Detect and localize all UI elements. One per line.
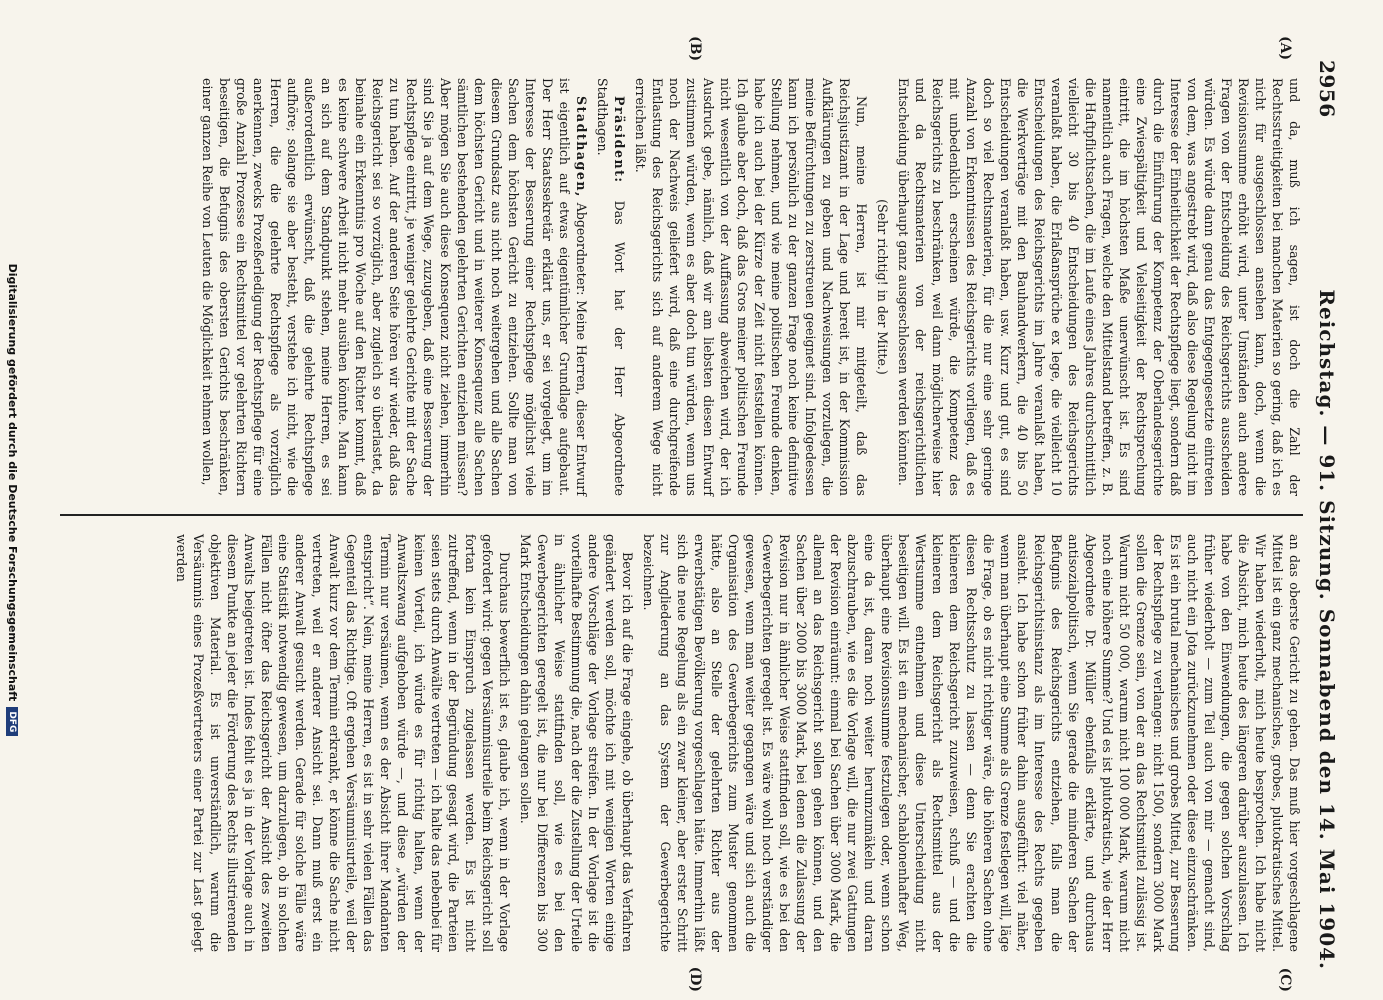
- margin-mark-b: (B): [687, 36, 703, 62]
- paragraph: an das oberste Gericht zu gehen. Das muß hier vorgeschlagene Mittel ist ein ganz mechanisches, grobes, plutokratisches Mittel. Wir haben wiederholt, mich heute besprochen. Ich habe nicht die Absicht, mich heute des längeren darüber auszulassen. Ich habe von den Einwendungen, die gegen solchen Vorschlag früher wiederholt — zum Teil auch von mir — gemacht sind, auch nicht ein Jota zurückzunehmen oder diese einzuschränken. Es ist ein brutal mechanisches und grobes Mittel, zur Besserung der Rechtspflege zu verlangen: nicht 1500, sondern 3000 Mark sollen die Grenze sein, von der an das Rechtsmittel zulässig ist. Warum nicht 50 000, warum nicht 100 000 Mark, warum nicht noch eine höhere Summe? Und es ist plutokratisch, wie der Herr Abgeordnete Dr. Müller ebenfalls erklärte, und durchaus antisozialpolitisch, wenn Sie gerade die minderen Sachen der Befugnis des Reichsgerichts entziehen, falls man die Reichsgerichtsinstanz als im Interesse des Rechts gegeben ansieht. Ich habe schon früher dahin ausgeführt: viel näher, wenn man überhaupt eine Summe als Grenze festlegen will, läge die Frage, ob es nicht richtiger wäre, die höheren Sachen ohne diesen Rechtsschutz zu lassen — denn Sie erachten die kleineren dem Reichsgericht zuzuweisen, schuß — und die kleineren dem Reichsgericht als Rechtsmittel aus der Wertsumme entnehmen und diese Unterscheidung nicht beseitigen will. Es ist ein mechanischer, schablonenhafter Weg, überhaupt eine Revisionssumme festzulegen oder, wenn schon eine da ist, daran noch weiter herumzumäkeln und daran abzuschrauben, wie es die Vorlage will, die nur zwei Gattungen der Revision einräumt: einmal bei Sachen über 3000 Mark, die allemal an das Reichsgericht sollen gehen können, und den Sachen über 2000 bis 3000 Mark, bei denen die Zulassung der Revision nur in ähnlicher Weise stattfinden soll, wie es bei den Gewerbegerichten geregelt ist. Es wäre wohl noch verständiger gewesen, wenn man weiter gegangen wäre und sich auch die Organisation des Gewerbegerichts zum Muster genommen hätte, also an Stelle der gelehrten Richter aus der erwerbstätigen Bevölkerung vorgeschlagen hätte. Immerhin läßt sich die neue Regelung als ein zwar kleiner, aber erster Schritt zur Angliederung an das System der Gewerbegerichte bezeichnen.: [641, 534, 1302, 952]
- paragraph: und da, muß ich sagen, ist doch die Zahl der Rechtsstreitigkeiten bei manchen Materien so gering, daß ich es nicht für ausgeschlossen ansehen kann, doch, wenn die Revisionssumme erhöht wird, unter Umständen auch andere Fragen von der Entscheidung des Reichsgerichts ausscheiden würden. Es würde dann genau das Entgegengesetzte eintreten von dem, was angestrebt wird, daß also diese Regelung nicht im Interesse der Einheitlichkeit der Rechtspflege liegt, sondern daß durch die Einführung der Kompetenz der Oberlandesgerichte eine Zwiespältigkeit und Vielseitigkeit der Rechtsprechung eintritt, die im höchsten Maße unerwünscht ist. Es sind namentlich auch Fragen, welche den Mittelstand betreffen, z. B. die Haftpflichtsachen, die im Laufe eines Jahres durchschnittlich vielleicht 30 bis 40 Entscheidungen des Reichsgerichts veranlaßt haben, die Erlaßansprüche ex lege, die vielleicht 10 Entscheidungen des Reichsgerichts im Jahre veranlaßt haben, die Werkverträge mit den Bauhandwerkern, die 40 bis 50 Entscheidungen veranlaßt haben, usw. Kurz und gut, es sind doch so viel Rechtsmaterien, für die nur eine sehr geringe Anzahl von Erkenntnissen des Reichsgerichts vorliegen, daß es mit unbedenklich erscheinen würde, die Kompetenz des Reichsgerichts zu beschränken, weil dann möglicherweise hier und da Rechtsmaterien von der reichsgerichtlichen Entscheidung überhaupt ganz ausgeschlossen werden könnten.: [896, 78, 1302, 496]
- paragraph: Bevor ich auf die Frage eingehe, ob überhaupt das Verfahren geändert werden soll, möchte ich mit wenigen Worten einige andere Vorschläge der Vorlage streifen. In der Vorlage ist die vorteilhafte Bestimmung die, nach der die Zustellung der Urteile in ähnlicher Weise stattfinden soll, wie es bei den Gewerbegerichten geregelt ist, die nur bei Differenzen bis 300 Mark Entscheidungen dahin gelangen sollen.: [518, 534, 635, 952]
- digitization-credit: [6, 0, 19, 1000]
- speaker-role: Abgeordneter:: [574, 202, 589, 296]
- page-title: Reichstag. — 91. Sitzung. Sonnabend den 14. Mai 1904.: [1315, 289, 1339, 970]
- speaker-intro: [199, 78, 590, 496]
- page-number: 2956: [1315, 60, 1339, 118]
- text-columns: [60, 60, 1303, 970]
- credit-text: Digitalisierung gefördert durch die Deutsche Forschungsgemeinschaft: [6, 263, 19, 702]
- margin-mark-c: (C): [1277, 967, 1293, 992]
- president-text: Das Wort hat der Herr Abgeordnete Stadthagen.: [595, 78, 627, 496]
- paragraph: Durchaus bewerflich ist es, glaube ich, wenn in der Vorlage gefordert wird: gegen Versäumnisurteile beim Reichsgericht soll fortan kein Einspruch zugelassen werden. Es ist nicht zutreffend, wenn in der Begründung gesagt wird, die Parteien seien stets durch Anwälte vertreten — ich halte das nebenbei für keinen Vorteil, ich würde es für richtig halten, wenn der Anwaltszwang aufgehoben würde —, und diese „würden der Termin nur versäumen, wenn es der Absicht ihrer Mandanten entspricht“. Nein, meine Herren, es ist in sehr vielen Fällen das Gegenteil das Richtige. Oft ergehen Versäumnisurteile, weil der Anwalt kurz vor dem Termin erkrankt, er könne die Sache nicht vertreten, weil er anderer Ansicht sei. Dann muß erst ein anderer Anwalt gesucht werden. Gerade für solche Fälle wäre eine Statistik notwendig gewesen, um darzulegen, ob in solchen Fällen nicht öfter das Reichsgericht der Ansicht des zweiten Anwalts beigetreten ist. Indes fehlt es ja in der Vorlage auch in diesem Punkte an jeder die Förderung des Rechts illustrierenden objektiven Material. Es ist unverständlich, warum die Versäumnis eines Prozeßvertreters einer Partei zur Last gelegt werden: [174, 534, 512, 952]
- applause-note: (Sehr richtig! in der Mitte.): [875, 199, 890, 375]
- margin-mark-d: (D): [687, 966, 703, 992]
- page-header: [1309, 60, 1345, 970]
- paragraph: Nun, meine Herren, ist mir mitgeteilt, daß das Reichsjustizamt in der Lage und bereit ist, in der Kommission Aufklärungen zu geben und Nachweisungen vorzulegen, die meine Befürchtungen zu zerstreuen geeignet sind. Infolgedessen kann ich persönlich zu der ganzen Frage noch keine definitive Stellung nehmen, und wie meine politischen Freunde denken, habe ich auch bei der Kürze der Zeit nicht feststellen können. Ich glaube aber doch, daß das Gros meiner politischen Freunde nicht wesentlich von der Auffassung abweichen wird, der ich Ausdruck gebe, nämlich, daß wir am liebsten diesen Entwurf zustimmen würden, wenn es aber doch tun würden, wenn uns noch der Nachweis geliefert wird, daß eine durchgreifende Entlastung des Reichsgerichts sich auf anderem Wege nicht erreichen läßt.: [633, 78, 869, 496]
- paragraph: Meine Herren, dieser Entwurf ist eigentlich auf etwas eigentümlicher Grundlage aufgebaut. Der Herr Staatssekretär erklärt uns, er sei vorgelegt, um im Interesse der Besserung einer Rechtspflege möglichst viele Sachen dem höchsten Gericht zu entziehen. Sollte man von diesem Grundsatz aus nicht noch weitergehen und alle Sachen dem höchsten Gericht und in weiterer Konsequenz alle Sachen sämtlichen bestehenden gelehrten Gerichten entziehen müssen? Aber mögen Sie auch diese Konsequenz nicht ziehen, immerhin sind Sie ja auf dem Wege, zuzugeben, daß eine Besserung der Rechtspflege eintritt, je weniger gelehrte Gerichte mit der Sache zu tun haben. Auf der anderen Seite hören wir wieder, daß das Reichsgericht sei so vorzüglich, aber zugleich so überlastet, da beinahe ein Erkenntnis pro Woche auf den Richter kommt, daß es keine schwere Arbeit nicht mehr ausüben könnte. Man kann an sich auf dem Standpunkt stehen, meine Herren, es sei außerordentlich erwünscht, daß die gelehrte Rechtspflege aufhöre; solange sie aber besteht, verstehe ich nicht, wie die Herren, die die gelehrte Rechtspflege als vorzüglich anerkennen, zwecks Prozeßerledigung der Rechtspflege für eine große Anzahl Prozesse ein Rechtsmittel vor gelehrten Richtern beseitigen, die Befugnis des obersten Gerichts beschränken, einer ganzen Reihe von Leuten die Möglichkeit nehmen wollen,: [200, 78, 589, 496]
- margin-mark-a: (A): [1277, 36, 1293, 61]
- president-label: Präsident:: [612, 96, 627, 184]
- dfg-logo: DFG: [6, 707, 18, 736]
- speaker-name: Stadthagen,: [574, 96, 589, 198]
- right-column: [60, 516, 1303, 970]
- left-column: [60, 60, 1303, 514]
- president-remark: [594, 78, 628, 496]
